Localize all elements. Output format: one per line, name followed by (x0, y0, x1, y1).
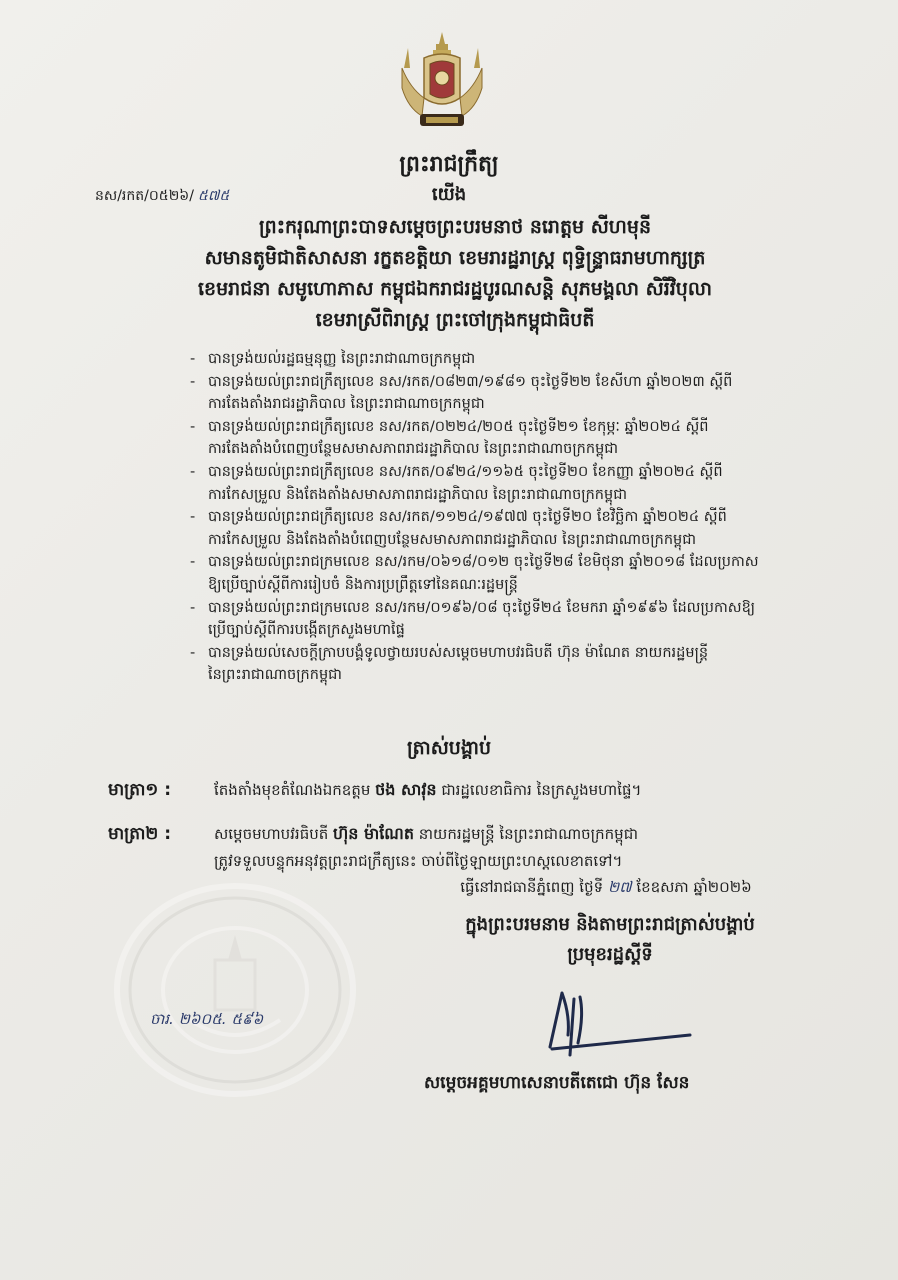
decree-title: ព្រះរាជក្រឹត្យ (399, 152, 499, 177)
article-2-text: សម្តេចមហាបវរធិបតី (214, 825, 334, 843)
royal-title-line: សមានតូមិជាតិសាសនា រក្ខតខត្តិយា ខេមរារដ្ឋរាស្ត្រ ពុទ្ធិន្ទ្រាធរាមហាក្សត្រ (204, 247, 706, 269)
recital-line: ការតែងតាំងរាជរដ្ឋាភិបាល នៃព្រះរាជាណាចក្រកម្ពុជា (208, 396, 485, 413)
recitals-list (190, 348, 840, 687)
countersign-line: ប្រមុខរដ្ឋស្តីទី (567, 944, 653, 965)
article-2-name: ហ៊ុន ម៉ាណែត (333, 824, 414, 843)
recital-line: - បានទ្រង់យល់ព្រះរាជក្រមលេខ នស/រកម/០៦១៨/០១២ ចុះថ្ងៃទី២៨ ខែមិថុនា ឆ្នាំ២០១៨ ដែលប្រកាស (208, 554, 759, 571)
recital-line: - បានទ្រង់យល់ព្រះរាជក្រឹត្យលេខ នស/រកត/០៩២៤/១១៦៥ ចុះថ្ងៃទី២០ ខែកញ្ញា ឆ្នាំ២០២៤ ស្តីពី (208, 463, 723, 480)
royal-title-line: ព្រះករុណាព្រះបាទសម្តេចព្រះបរមនាថ នរោត្តម សីហមុនី (258, 216, 652, 238)
signer-name: សម្តេចអគ្គមហាសេនាបតីតេជោ ហ៊ុន សែន (424, 1073, 690, 1093)
recital-item (190, 597, 840, 642)
article-2-label: មាត្រា២ : (108, 824, 172, 844)
royal-title-line: ខេមរាជនា សមូហោភាស កម្ពុជឯករាជរដ្ឋបូរណសន្តិ សុភមង្គលា សិរីវិបុលា (198, 278, 712, 300)
royal-coat-of-arms-icon (396, 28, 488, 136)
countersign-line: ក្នុងព្រះបរមនាម និងតាមព្រះរាជត្រាស់បង្គាប់ (465, 914, 755, 935)
registration-handwritten: ចារ. ២៦០៥. ៥៩៦ (150, 1010, 264, 1028)
embossed-seal-icon (110, 880, 360, 1100)
place-date-text-end: ខែឧសភា ឆ្នាំ២០២៦ (631, 878, 752, 896)
recital-line: - បានទ្រង់យល់ព្រះរាជក្រមលេខ នស/រកម/០១៩៦/០៨ ចុះថ្ងៃទី២៤ ខែមករា ឆ្នាំ១៩៩៦ ដែលប្រកាសឱ្យ (208, 599, 756, 616)
article-1-label: មាត្រា១ : (108, 780, 172, 800)
recital-line: ការតែងតាំងបំពេញបន្ថែមសមាសភាពរាជរដ្ឋាភិបាល នៃព្រះរាជាណាចក្រកម្ពុជា (208, 441, 619, 458)
article-1 (108, 776, 838, 804)
article-1-name: ថង សាវុន (375, 780, 437, 799)
decree-heading: ត្រាស់បង្គាប់ (406, 737, 492, 759)
recital-line: ការកែសម្រួល និងតែងតាំងបំពេញបន្ថែមសមាសភាពរាជរដ្ឋាភិបាល នៃព្រះរាជាណាចក្រកម្ពុជា (208, 531, 697, 548)
recital-item (190, 642, 840, 687)
article-2-line2: ត្រូវទទួលបន្ទុកអនុវត្តព្រះរាជក្រឹត្យនេះ ចាប់ពីថ្ងៃឡាយព្រះហស្តលេខាតទៅ។ (214, 852, 623, 870)
article-2-text-end: នាយករដ្ឋមន្ត្រី នៃព្រះរាជាណាចក្រកម្ពុជា (414, 825, 638, 843)
article-1-text-end: ជារដ្ឋលេខាធិការ នៃក្រសួងមហាផ្ទៃ។ (436, 781, 642, 799)
article-2 (108, 820, 838, 875)
recital-item (190, 506, 840, 551)
countersign-block (390, 910, 830, 970)
recital-line: ប្រើច្បាប់ស្តីពីការបង្កើតក្រសួងមហាផ្ទៃ (208, 622, 405, 639)
place-date-day-handwritten: ២៧ (607, 878, 632, 896)
recital-line: ការកែសម្រួល និងតែងតាំងសមាសភាពរាជរដ្ឋាភិបាល នៃព្រះរាជាណាចក្រកម្ពុជា (208, 486, 628, 503)
recital-item (190, 416, 840, 461)
recital-line: នៃព្រះរាជាណាចក្រកម្ពុជា (208, 667, 342, 684)
recital-item (190, 551, 840, 596)
handwritten-signature-icon (540, 985, 700, 1065)
recital-line: - បានទ្រង់យល់ព្រះរាជក្រឹត្យលេខ នស/រកត/០២២៤/២០៥ ចុះថ្ងៃទី២១ ខែកុម្ភៈ ឆ្នាំ២០២៤ ស្តីពី (208, 418, 709, 435)
recital-item (190, 348, 840, 371)
recital-line: ឱ្យប្រើច្បាប់ស្តីពីការរៀបចំ និងការប្រព្រឹត្តទៅនៃគណៈរដ្ឋមន្ត្រី (208, 576, 518, 593)
article-1-text: តែងតាំងមុខតំណែងឯកឧត្តម (214, 781, 376, 799)
royal-titles (130, 212, 780, 336)
decree-number-printed: នស/រកត/០៥២៦/ (95, 188, 194, 204)
recital-line: - បានទ្រង់យល់ព្រះរាជក្រឹត្យលេខ នស/រកត/០៨២៣/១៩៨១ ចុះថ្ងៃទី២២ ខែសីហា ឆ្នាំ២០២៣ ស្តីពី (208, 373, 733, 390)
recital-item (190, 461, 840, 506)
place-date-text: ធ្វើនៅរាជធានីភ្នំពេញ ថ្ងៃទី (460, 878, 608, 896)
we-heading: យើង (431, 184, 467, 205)
royal-title-line: ខេមរាស្រីពិរាស្ត្រ ព្រះចៅក្រុងកម្ពុជាធិបតី (315, 309, 595, 331)
decree-number-handwritten: ៥៧៥ (197, 188, 230, 204)
recital-item (190, 371, 840, 416)
place-and-date (396, 878, 816, 900)
recital-line: - បានទ្រង់យល់រដ្ឋធម្មនុញ្ញ នៃព្រះរាជាណាចក្រកម្ពុជា (208, 351, 476, 367)
recital-line: - បានទ្រង់យល់ព្រះរាជក្រឹត្យលេខ នស/រកត/១១២៤/១៩៧៧ ចុះថ្ងៃទី២០ ខែវិច្ឆិកា ឆ្នាំ២០២៤ ស្តីពី (208, 509, 727, 526)
recital-line: - បានទ្រង់យល់សេចក្តីក្រាបបង្គំទូលថ្វាយរបស់សម្តេចមហាបវរធិបតី ហ៊ុន ម៉ាណែត នាយករដ្ឋមន្ត្រី (208, 644, 709, 661)
